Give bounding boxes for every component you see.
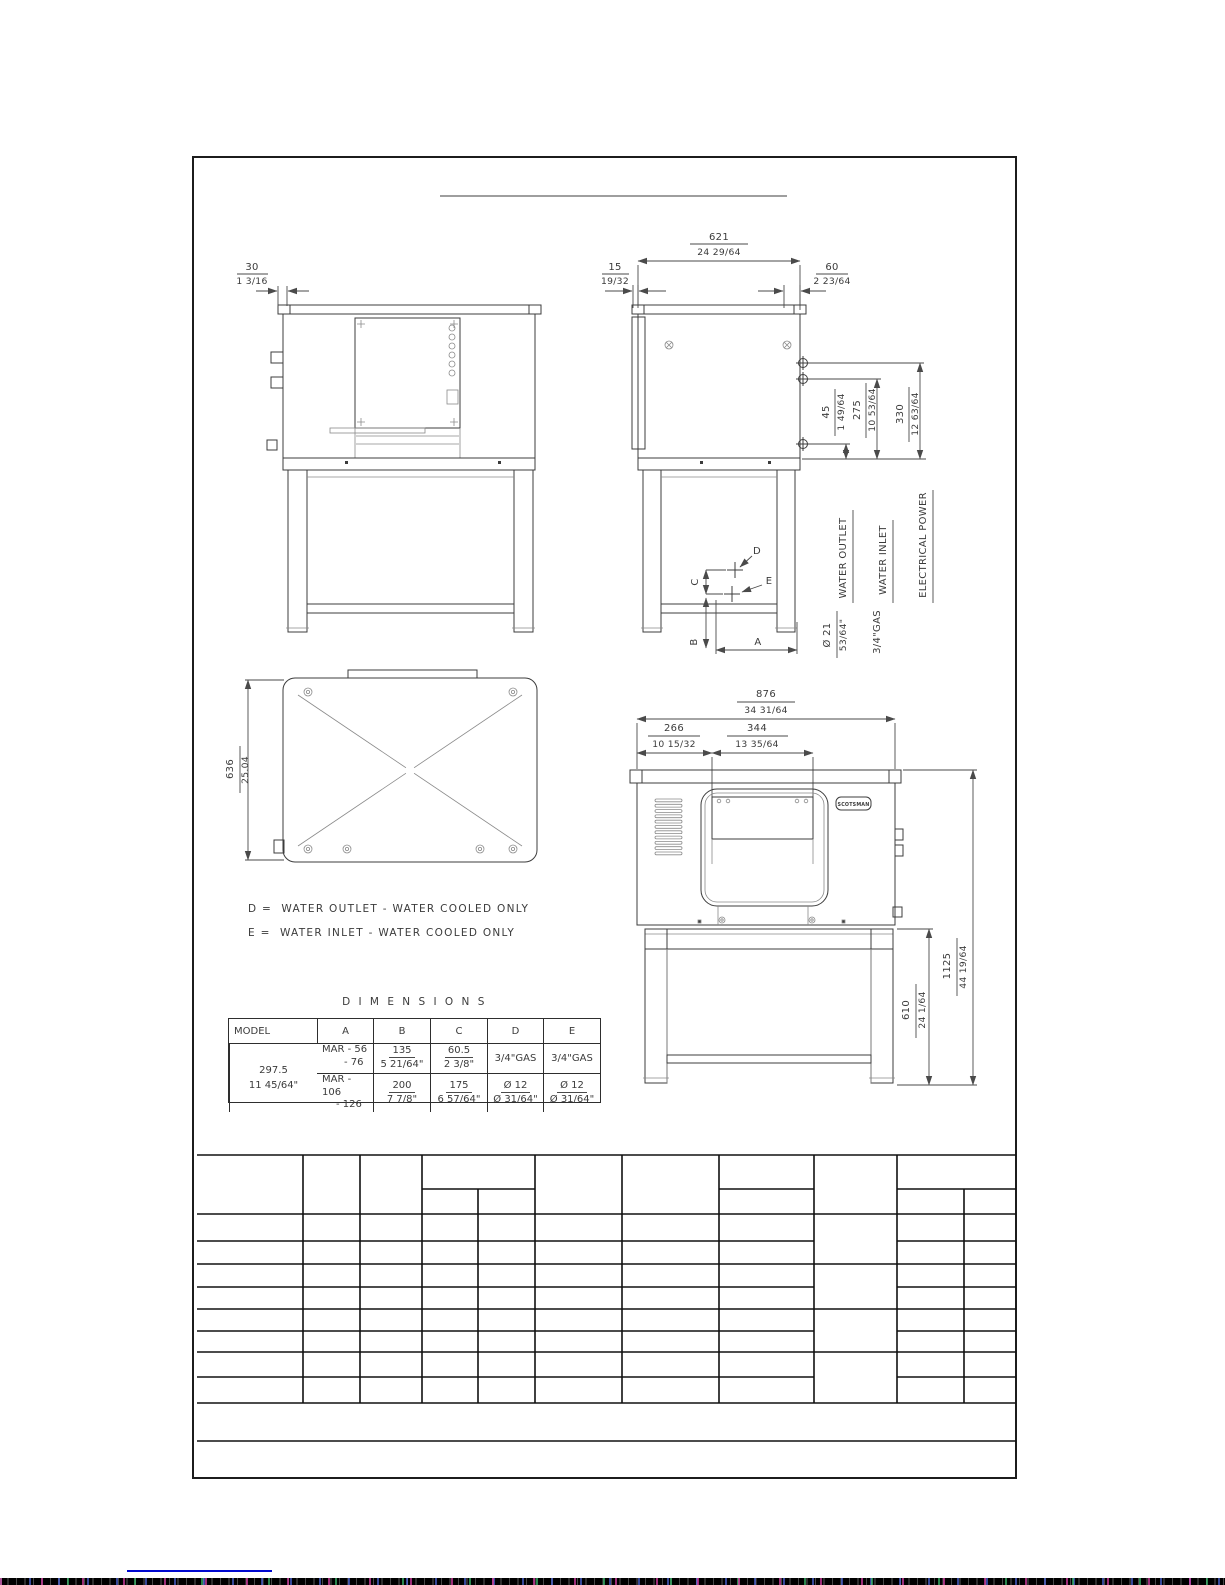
svg-text:344: 344 — [747, 723, 767, 734]
value-a-mm: 297.5 — [259, 1064, 288, 1076]
col-header-a: A — [317, 1019, 373, 1043]
model-row1-line2: - 76 — [344, 1056, 364, 1068]
svg-text:13 35/64: 13 35/64 — [735, 739, 779, 750]
connection-callouts — [689, 546, 797, 654]
door-bottom — [698, 906, 845, 925]
electrical-power-label: ELECTRICAL POWER — [918, 492, 929, 598]
dim-door-offset — [601, 262, 666, 308]
svg-text:30: 30 — [245, 262, 259, 273]
svg-text:10 53/64: 10 53/64 — [867, 388, 878, 432]
value-b-row1: $\frac{135}{5 21/64"}$ — [373, 1043, 430, 1073]
letter-b: B — [689, 638, 700, 646]
dim-total-height — [897, 770, 977, 1085]
letter-e: E — [765, 576, 773, 587]
model-row1 — [317, 1043, 373, 1073]
svg-text:24 1/64: 24 1/64 — [917, 991, 928, 1029]
svg-text:15: 15 — [608, 262, 622, 273]
value-b-row2: $\frac{200}{7 7/8"}$ — [373, 1073, 430, 1112]
bottom-noise-strip — [0, 1578, 1225, 1585]
value-c-row2: $\frac{175}{6 57/64"}$ — [430, 1073, 487, 1112]
logo-text: SCOTSMAN — [837, 803, 870, 808]
letter-d: D — [752, 546, 762, 557]
col-header-model: MODEL — [234, 1025, 271, 1037]
svg-text:10 15/32: 10 15/32 — [652, 739, 696, 750]
dim-vent-offset — [637, 723, 712, 753]
dim-rear-offset — [758, 262, 851, 310]
svg-text:876: 876 — [756, 689, 776, 700]
title-block — [197, 1155, 1016, 1441]
value-e-row2: $\frac{Ø 12}{Ø 31/64"}$ — [543, 1073, 600, 1112]
brand-badge — [836, 797, 871, 810]
value-e-row1: 3/4"GAS — [543, 1043, 600, 1073]
letter-c: C — [690, 578, 701, 586]
water-inlet-label: WATER INLET — [878, 525, 889, 595]
foot-mark — [768, 461, 771, 464]
svg-text:636: 636 — [225, 759, 236, 779]
cross-brace — [298, 695, 522, 846]
svg-text:19/32: 19/32 — [601, 276, 629, 287]
stand-front-view — [643, 929, 895, 1083]
stand-right-view — [638, 458, 800, 632]
svg-text:34 31/64: 34 31/64 — [744, 705, 788, 716]
svg-text:1 49/64: 1 49/64 — [836, 393, 847, 431]
svg-text:275: 275 — [852, 400, 863, 420]
panel-screws-right — [665, 341, 791, 349]
col-header-b: B — [373, 1019, 430, 1043]
dim-window-width — [712, 723, 813, 798]
page-border — [193, 157, 1016, 1478]
side-fittings — [267, 352, 283, 450]
panel-screws — [357, 320, 458, 426]
letter-a: A — [754, 637, 762, 648]
value-c-row1: $\frac{60.5}{2 3/8"}$ — [430, 1043, 487, 1073]
utility-labels — [821, 490, 933, 658]
control-holes — [447, 325, 458, 404]
model-row2-line2: - 126 — [336, 1099, 362, 1110]
svg-text:2 23/64: 2 23/64 — [813, 276, 851, 287]
foot-mark — [498, 461, 501, 464]
stand-left-view — [283, 458, 535, 632]
foot-mark — [345, 461, 348, 464]
model-row1-line1: MAR - 56 — [322, 1044, 368, 1055]
louver-vent — [655, 799, 682, 855]
note-e: E = WATER INLET - WATER COOLED ONLY — [248, 927, 516, 939]
dimensions-table — [228, 1018, 601, 1110]
foot-mark — [700, 461, 703, 464]
svg-text:44 19/64: 44 19/64 — [958, 945, 969, 989]
evaporator-panel — [355, 318, 460, 428]
value-d-row2: $\frac{Ø 12}{Ø 31/64"}$ — [487, 1073, 543, 1112]
water-outlet-label: WATER OUTLET — [838, 517, 849, 599]
bin-door — [701, 789, 828, 906]
dim-utility-heights — [802, 363, 926, 459]
svg-text:12 63/64: 12 63/64 — [910, 392, 921, 436]
dim-side-overhang — [236, 262, 309, 306]
view-front — [630, 689, 977, 1085]
outlet-size-mm: Ø 21 — [822, 622, 833, 648]
view-top — [225, 670, 537, 862]
door-window — [712, 797, 813, 839]
col-header-d: D — [487, 1019, 543, 1043]
svg-text:1125: 1125 — [942, 952, 953, 980]
svg-text:330: 330 — [895, 404, 906, 424]
col-header-c: C — [430, 1019, 487, 1043]
svg-text:60: 60 — [825, 262, 839, 273]
outlet-size-in: 53/64" — [838, 618, 849, 652]
top-tab — [348, 670, 477, 678]
dim-stand-height — [897, 929, 933, 1085]
svg-text:45: 45 — [821, 405, 832, 419]
svg-text:1 3/16: 1 3/16 — [236, 276, 268, 287]
view-side-left — [236, 262, 541, 632]
view-side-right — [601, 232, 933, 658]
svg-text:25.04: 25.04 — [240, 756, 251, 784]
dim-depth-top — [638, 232, 800, 306]
note-d: D = WATER OUTLET - WATER COOLED ONLY — [248, 903, 530, 915]
value-a-in: 11 45/64" — [248, 1079, 299, 1091]
model-row2-line1: MAR - 106 — [322, 1074, 352, 1098]
lower-bands — [330, 428, 460, 458]
value-d-row1: 3/4"GAS — [487, 1043, 543, 1073]
dimensions-table-title: D I M E N S I O N S — [342, 996, 487, 1008]
svg-text:610: 610 — [901, 1000, 912, 1020]
col-header-e: E — [543, 1019, 600, 1043]
svg-text:24 29/64: 24 29/64 — [697, 247, 741, 258]
dim-top-depth — [225, 680, 284, 860]
value-a — [229, 1043, 317, 1112]
svg-text:266: 266 — [664, 723, 684, 734]
svg-text:621: 621 — [709, 232, 729, 243]
bottom-blue-line — [127, 1570, 272, 1572]
utility-points — [796, 356, 810, 451]
model-row2 — [317, 1073, 373, 1112]
inlet-size: 3/4"GAS — [872, 610, 883, 654]
